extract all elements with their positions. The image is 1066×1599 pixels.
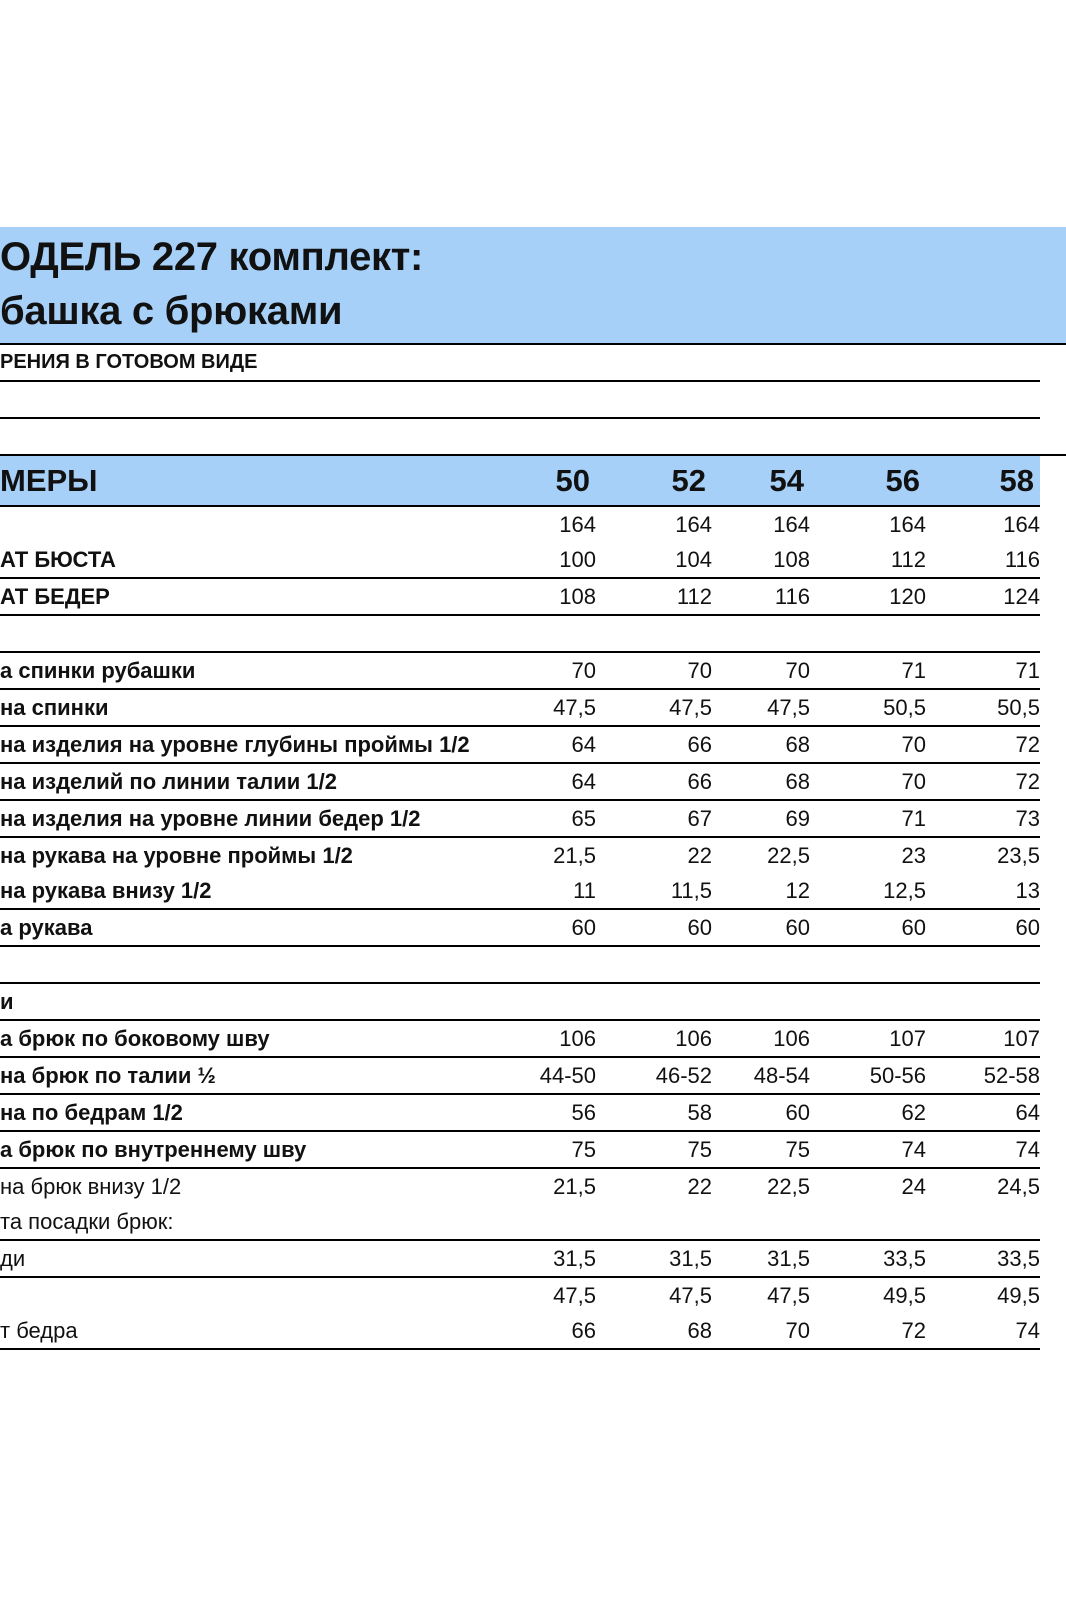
measurement-value: 72 [926,726,1040,763]
measurement-value [712,983,810,1020]
measurement-value: 21,5 [553,842,596,868]
measurement-value: 12 [712,873,810,909]
measurement-value: 108 [498,578,596,615]
measurement-value: 112 [596,578,712,615]
measurement-row [0,946,1066,983]
title-line-1: ОДЕЛЬ 227 комплект: [0,235,424,279]
measurement-value: 48-54 [712,1057,810,1094]
measurement-value: 47,5 [669,1282,712,1308]
measurement-value: 47,5 [498,689,596,726]
measurement-row [0,800,1066,837]
measurement-row [0,873,1066,909]
row-tail-cell [1040,800,1066,837]
measurement-value: 22 [687,842,712,868]
measurement-row [0,1277,1066,1313]
measurement-value: 49,5 [883,1282,926,1308]
measurement-value [810,418,926,455]
measurement-value [498,615,596,652]
measurement-value: 106 [712,1020,810,1057]
measurement-value [810,983,926,1020]
size-chart-sheet [0,227,1066,1350]
row-tail-cell [1040,455,1066,506]
row-tail-cell [1040,345,1066,381]
measurement-value: 66 [498,1313,596,1349]
measurement-value: 75 [498,1131,596,1168]
row-tail-cell [1040,578,1066,615]
measurement-row [0,381,1066,418]
measurement-value [498,418,596,455]
measurement-label [0,418,498,455]
measurement-value [926,418,1040,455]
measurements-table [0,345,1066,1350]
measurement-value [810,345,926,381]
measurement-value: 50,5 [810,689,926,726]
measurement-label: на спинки [0,689,498,726]
measurement-label [0,1277,498,1313]
sizes-header-row [0,455,1066,506]
measurement-row [0,418,1066,455]
row-tail-cell [1040,381,1066,418]
measurement-row [0,1057,1066,1094]
measurement-value: 24,5 [997,1173,1040,1199]
measurement-value: 33,5 [810,1240,926,1277]
measurement-label: на изделий по линии талии 1/2 [0,763,498,800]
row-tail-cell [1040,418,1066,455]
measurement-value: 11 [498,873,596,909]
measurement-value: 60 [596,909,712,946]
measurement-value: 64 [498,726,596,763]
measurement-value: 47,5 [767,1282,810,1308]
row-tail-cell [1040,652,1066,689]
row-tail-cell [1040,909,1066,946]
size-header-cell: 58 [926,455,1040,506]
measurement-row [0,652,1066,689]
measurement-row [0,615,1066,652]
measurement-row [0,1131,1066,1168]
size-header-cell: 56 [810,455,926,506]
measurement-value: 50,5 [926,689,1040,726]
measurement-value: 68 [712,726,810,763]
measurement-value: 66 [596,763,712,800]
measurement-value: 164 [559,511,596,537]
measurement-value: 22,5 [767,1173,810,1199]
measurement-value [498,1204,596,1240]
measurement-value: 60 [810,909,926,946]
measurement-value: 72 [926,763,1040,800]
measurement-value: 47,5 [712,689,810,726]
measurement-label: ди [0,1240,498,1277]
measurement-value [596,1204,712,1240]
measurement-value [498,381,596,418]
row-tail-cell [1040,689,1066,726]
measurement-row [0,345,1066,381]
measurement-value: 74 [810,1131,926,1168]
measurement-value: 120 [810,578,926,615]
measurement-value: 107 [926,1020,1040,1057]
measurement-value: 75 [712,1131,810,1168]
measurement-value: 50-56 [810,1057,926,1094]
measurement-value: 106 [498,1020,596,1057]
measurement-value [926,1204,1040,1240]
row-tail-cell [1040,837,1066,873]
title-block [0,227,1066,345]
measurement-label [0,506,498,542]
measurement-value [712,345,810,381]
measurement-value [498,983,596,1020]
measurement-value: 71 [810,800,926,837]
measurement-value: 68 [596,1313,712,1349]
row-tail-cell [1040,1240,1066,1277]
measurement-row [0,837,1066,873]
measurement-value: 106 [596,1020,712,1057]
row-tail-cell [1040,1020,1066,1057]
measurement-value: 47,5 [596,689,712,726]
measurement-label: на рукава внизу 1/2 [0,873,498,909]
measurement-value [810,1204,926,1240]
row-tail-cell [1040,1131,1066,1168]
measurement-value: 124 [926,578,1040,615]
measurement-value: 104 [596,542,712,578]
measurement-value: 46-52 [596,1057,712,1094]
measurement-value [596,983,712,1020]
measurement-value: 67 [596,800,712,837]
measurement-value: 108 [712,542,810,578]
measurement-value: 58 [596,1094,712,1131]
measurement-value [498,946,596,983]
measurement-value: 116 [712,578,810,615]
measurement-label [0,381,498,418]
measurement-value: 24 [901,1173,926,1199]
measurement-row [0,1094,1066,1131]
row-tail-cell [1040,1057,1066,1094]
measurement-value: 70 [596,652,712,689]
measurement-value: 11,5 [596,873,712,909]
measurement-value [498,345,596,381]
measurement-value: 31,5 [498,1240,596,1277]
measurement-value: 164 [1003,511,1040,537]
measurement-value: 74 [926,1131,1040,1168]
measurement-value: 71 [926,652,1040,689]
measurement-value: 33,5 [926,1240,1040,1277]
measurement-label: на рукава на уровне проймы 1/2 [0,842,353,868]
measurement-value: 70 [712,652,810,689]
measurement-label [0,615,498,652]
measurement-value: 23 [901,842,926,868]
row-tail-cell [1040,506,1066,542]
measurement-value [712,946,810,983]
size-header-cell: 50 [498,455,596,506]
measurement-value [926,983,1040,1020]
measurement-value: 44-50 [498,1057,596,1094]
row-tail-cell [1040,1204,1066,1240]
measurement-value: 13 [926,873,1040,909]
sizes-header-label: МЕРЫ [0,455,498,506]
measurement-row [0,763,1066,800]
measurement-row [0,1240,1066,1277]
measurement-value: 70 [712,1313,810,1349]
measurement-row [0,542,1066,578]
measurement-value: 116 [926,542,1040,578]
measurement-value: 71 [810,652,926,689]
row-tail-cell [1040,726,1066,763]
row-tail-cell [1040,946,1066,983]
measurement-value [810,381,926,418]
row-tail-cell [1040,873,1066,909]
measurement-value: 100 [498,542,596,578]
row-tail-cell [1040,1313,1066,1349]
measurement-value: 64 [926,1094,1040,1131]
measurement-value: 64 [498,763,596,800]
measurement-value: 107 [810,1020,926,1057]
measurement-value: 31,5 [712,1240,810,1277]
measurement-value: 47,5 [553,1282,596,1308]
measurement-value [712,615,810,652]
row-tail-cell [1040,1277,1066,1313]
measurement-value: 56 [498,1094,596,1131]
measurement-label: на изделия на уровне глубины проймы 1/2 [0,726,498,763]
measurement-value: 73 [926,800,1040,837]
measurement-value: 31,5 [596,1240,712,1277]
measurement-value [596,946,712,983]
measurement-value [596,418,712,455]
measurement-label: а рукава [0,909,498,946]
measurement-label: АТ БЕДЕР [0,578,498,615]
measurement-value: 60 [926,909,1040,946]
measurement-value: 62 [810,1094,926,1131]
measurement-row [0,578,1066,615]
measurement-value: 69 [712,800,810,837]
row-tail-cell [1040,615,1066,652]
measurement-value: 49,5 [997,1282,1040,1308]
measurement-label: на изделия на уровне линии бедер 1/2 [0,800,498,837]
measurement-label: и [0,983,498,1020]
measurement-label: та посадки брюк: [0,1204,498,1240]
measurement-value: 22,5 [767,842,810,868]
size-header-cell: 52 [596,455,712,506]
row-tail-cell [1040,983,1066,1020]
row-tail-cell [1040,1168,1066,1204]
measurement-label: РЕНИЯ В ГОТОВОМ ВИДЕ [0,345,498,381]
measurement-value: 52-58 [926,1057,1040,1094]
measurement-value: 12,5 [810,873,926,909]
measurement-value [926,946,1040,983]
measurement-value: 164 [773,511,810,537]
measurement-value: 72 [810,1313,926,1349]
measurement-value: 75 [596,1131,712,1168]
measurement-value: 164 [675,511,712,537]
measurement-row [0,1204,1066,1240]
measurement-value [926,381,1040,418]
measurement-label: а брюк по внутреннему шву [0,1131,498,1168]
measurement-value: 70 [498,652,596,689]
measurement-row [0,726,1066,763]
measurement-value: 21,5 [553,1173,596,1199]
measurement-label: АТ БЮСТА [0,542,498,578]
measurement-row [0,1020,1066,1057]
measurement-label: на брюк по талии ½ [0,1057,498,1094]
row-tail-cell [1040,763,1066,800]
measurement-row [0,909,1066,946]
measurement-row [0,983,1066,1020]
measurement-value [926,615,1040,652]
measurement-label: на по бедрам 1/2 [0,1094,498,1131]
measurement-value: 164 [889,511,926,537]
measurement-value [712,418,810,455]
measurement-value: 70 [810,726,926,763]
measurement-row [0,506,1066,542]
measurement-value: 70 [810,763,926,800]
measurement-value: 112 [810,542,926,578]
measurement-row [0,1168,1066,1204]
measurement-value: 65 [498,800,596,837]
measurement-value [810,615,926,652]
measurement-value [926,345,1040,381]
measurement-label: т бедра [0,1313,498,1349]
measurement-row [0,689,1066,726]
measurement-value: 66 [596,726,712,763]
measurement-value [596,615,712,652]
measurement-value [712,381,810,418]
measurement-label [0,946,498,983]
size-header-cell: 54 [712,455,810,506]
measurement-value [712,1204,810,1240]
row-tail-cell [1040,542,1066,578]
measurement-value: 74 [926,1313,1040,1349]
measurement-label: а брюк по боковому шву [0,1020,498,1057]
measurement-value [596,345,712,381]
row-tail-cell [1040,1094,1066,1131]
measurement-value: 60 [498,909,596,946]
measurement-value: 23,5 [997,842,1040,868]
measurement-label: а спинки рубашки [0,652,498,689]
measurement-value [596,381,712,418]
measurement-value: 60 [712,909,810,946]
measurement-label: на брюк внизу 1/2 [0,1173,182,1199]
measurement-value [810,946,926,983]
measurement-row [0,1313,1066,1349]
measurement-value: 68 [712,763,810,800]
title-line-2: башка с брюками [0,289,343,333]
measurement-value: 60 [712,1094,810,1131]
measurement-value: 22 [687,1173,712,1199]
